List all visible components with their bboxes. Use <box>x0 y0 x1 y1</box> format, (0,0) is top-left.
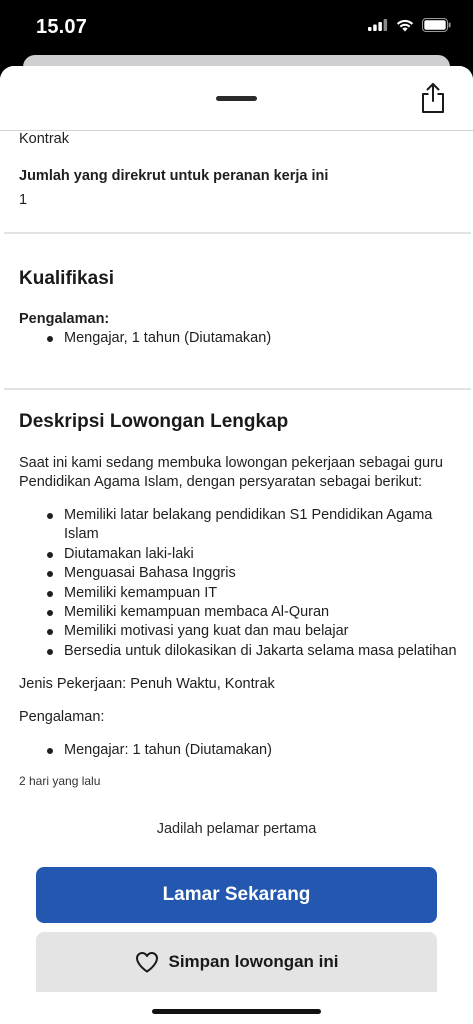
recruit-count-label: Jumlah yang direkrut untuk peranan kerja ini <box>19 168 329 184</box>
status-bar <box>0 0 473 56</box>
list-item: Mengajar, 1 tahun (Diutamakan) <box>19 329 459 348</box>
save-job-label: Simpan lowongan ini <box>168 952 339 971</box>
posted-time: 2 hari yang lalu <box>19 774 101 788</box>
job-type: Jenis Pekerjaan: Penuh Waktu, Kontrak <box>19 676 275 692</box>
description-intro-line-2: Pendidikan Agama Islam, dengan persyaratan sebagai berikut: <box>19 474 423 490</box>
sheet-header <box>0 66 473 131</box>
battery-icon <box>422 18 451 32</box>
heart-icon <box>135 951 159 973</box>
first-applicant-note: Jadilah pelamar pertama <box>156 821 317 837</box>
status-icons <box>368 18 451 32</box>
description-intro-line-1: Saat ini kami sedang membuka lowongan pekerjaan sebagai guru <box>19 455 443 471</box>
qualification-title: Kualifikasi <box>19 268 115 289</box>
status-time: 15.07 <box>36 16 88 38</box>
section-divider <box>4 388 471 390</box>
recruit-count-value: 1 <box>19 192 28 208</box>
apply-now-button[interactable]: Lamar Sekarang <box>36 867 437 923</box>
list-item: Diutamakan laki-laki <box>19 545 449 564</box>
cellular-signal-icon <box>368 19 388 31</box>
requirements-list <box>19 506 457 661</box>
save-job-button[interactable] <box>36 932 437 992</box>
list-item: Menguasai Bahasa Inggris <box>19 564 449 583</box>
job-detail-sheet <box>0 66 473 1024</box>
list-item: Mengajar: 1 tahun (Diutamakan) <box>19 741 459 760</box>
description-experience-list <box>19 741 459 760</box>
sheet-grabber[interactable] <box>216 96 257 101</box>
list-item: Bersedia untuk dilokasikan di Jakarta selama masa pelatihan <box>19 642 449 661</box>
share-icon[interactable] <box>419 82 447 114</box>
list-item: Memiliki kemampuan IT <box>19 584 449 603</box>
wifi-icon <box>396 19 414 32</box>
section-divider <box>4 232 471 234</box>
contract-value: Kontrak <box>19 131 69 147</box>
list-item: Memiliki motivasi yang kuat dan mau belajar <box>19 622 449 641</box>
description-experience-label: Pengalaman: <box>19 709 105 725</box>
description-title: Deskripsi Lowongan Lengkap <box>19 411 289 432</box>
qualification-experience-list <box>19 329 459 348</box>
list-item: Memiliki kemampuan membaca Al-Quran <box>19 603 449 622</box>
list-item: Memiliki latar belakang pendidikan S1 Pendidikan Agama Islam <box>19 506 449 545</box>
qualification-experience-label: Pengalaman: <box>19 311 110 327</box>
home-indicator <box>152 1009 321 1014</box>
